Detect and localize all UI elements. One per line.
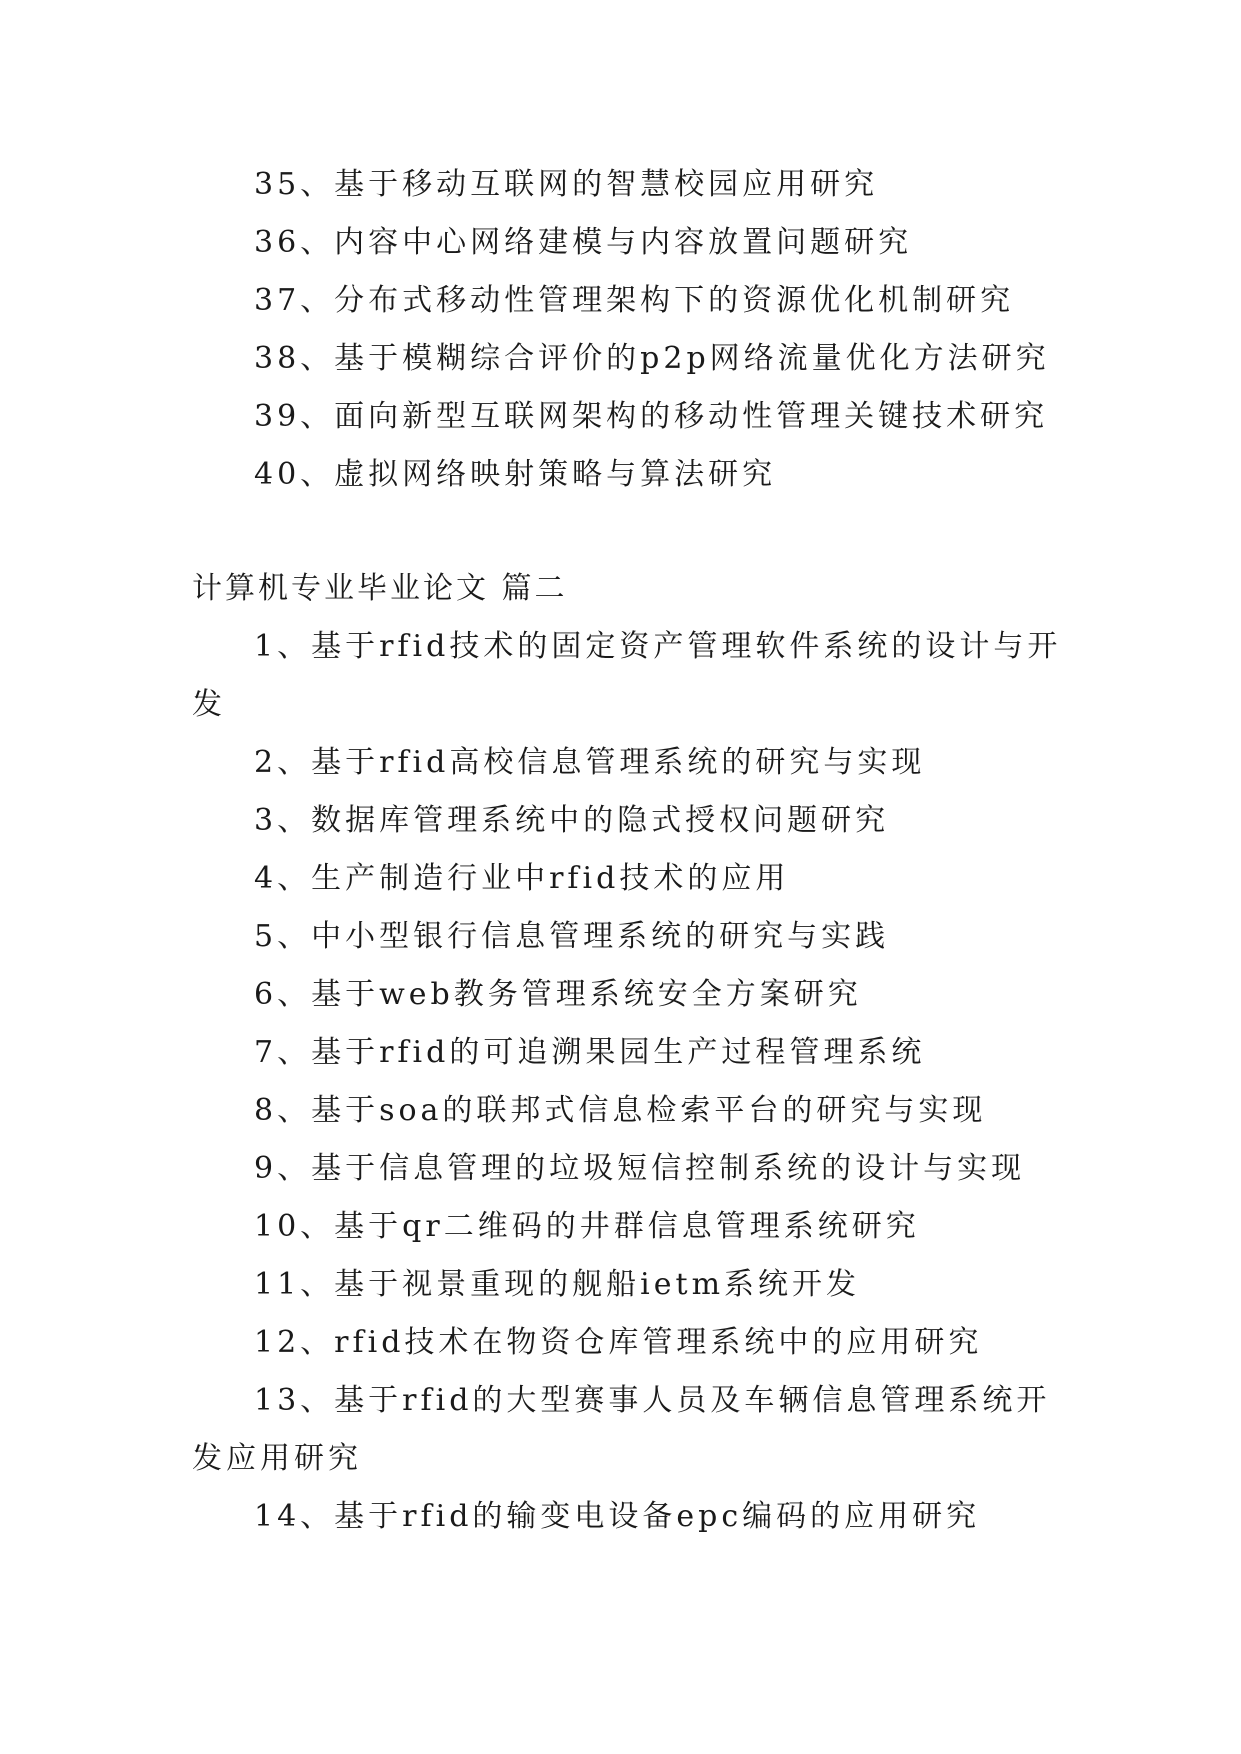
section-heading: 计算机专业毕业论文 篇二: [192, 571, 568, 606]
list-item: 9、基于信息管理的垃圾短信控制系统的设计与实现: [254, 1151, 1026, 1186]
list-item: 8、基于soa的联邦式信息检索平台的研究与实现: [254, 1093, 987, 1128]
list-item: 35、基于移动互联网的智慧校园应用研究: [254, 167, 879, 202]
list-item: 40、虚拟网络映射策略与算法研究: [254, 457, 777, 492]
list-item: 1、基于rfid技术的固定资产管理软件系统的设计与开: [254, 629, 1062, 664]
list-item: 37、分布式移动性管理架构下的资源优化机制研究: [254, 283, 1015, 318]
list-item: 12、rfid技术在物资仓库管理系统中的应用研究: [254, 1325, 983, 1360]
list-item: 11、基于视景重现的舰船ietm系统开发: [254, 1267, 861, 1302]
list-item: 5、中小型银行信息管理系统的研究与实践: [254, 919, 890, 954]
section-gap: [192, 504, 1052, 560]
list-item: 2、基于rfid高校信息管理系统的研究与实现: [254, 745, 926, 780]
text-column: [192, 156, 1062, 1546]
list-item: 38、基于模糊综合评价的p2p网络流量优化方法研究: [254, 341, 1050, 376]
list-item: 4、生产制造行业中rfid技术的应用: [254, 861, 790, 896]
list-item-continuation: 发: [192, 687, 226, 722]
list-item: 14、基于rfid的输变电设备epc编码的应用研究: [254, 1499, 981, 1534]
list-item: 3、数据库管理系统中的隐式授权问题研究: [254, 803, 890, 838]
list-item: 36、内容中心网络建模与内容放置问题研究: [254, 225, 913, 260]
list-item: 7、基于rfid的可追溯果园生产过程管理系统: [254, 1035, 926, 1070]
list-item-continuation: 发应用研究: [192, 1441, 362, 1476]
list-item: 10、基于qr二维码的井群信息管理系统研究: [254, 1209, 920, 1244]
list-item: 13、基于rfid的大型赛事人员及车辆信息管理系统开: [254, 1383, 1051, 1418]
list-item: 39、面向新型互联网架构的移动性管理关键技术研究: [254, 399, 1049, 434]
list-item: 6、基于web教务管理系统安全方案研究: [254, 977, 862, 1012]
